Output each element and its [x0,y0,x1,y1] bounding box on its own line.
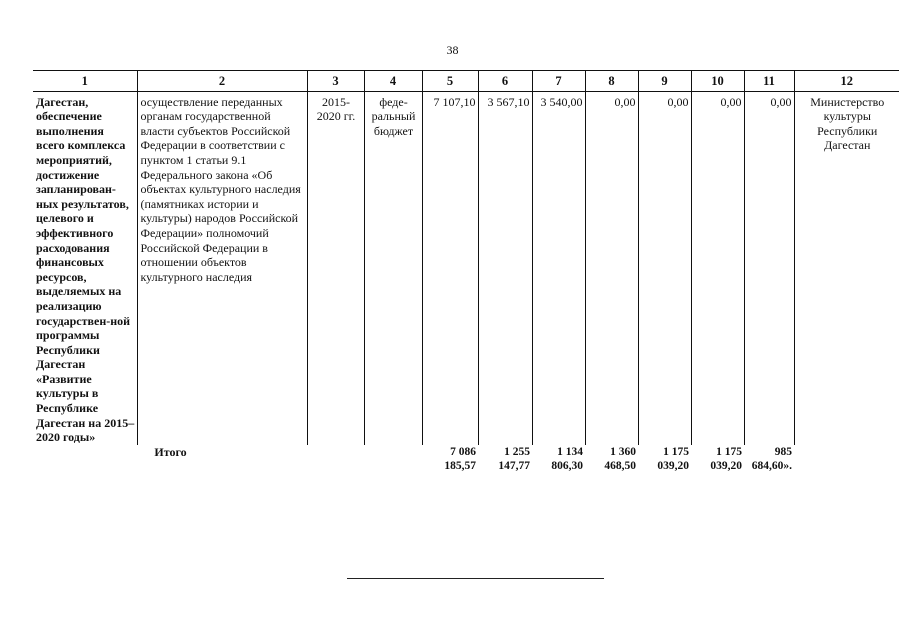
empty-cell [364,445,422,474]
period-cell: 2015-2020 гг. [307,91,364,445]
table-row [33,91,899,445]
header-row [33,71,899,92]
header-cell: 6 [478,71,532,92]
header-cell: 5 [422,71,478,92]
header-cell: 8 [585,71,638,92]
header-cell: 7 [532,71,585,92]
value-cell: 0,00 [691,91,744,445]
value-cell: 3 567,10 [478,91,532,445]
value-cell: 0,00 [638,91,691,445]
value-cell: 0,00 [585,91,638,445]
header-cell: 3 [307,71,364,92]
header-cell: 9 [638,71,691,92]
total-value-cell: 1 175 039,20 [657,445,689,473]
total-row [33,445,899,474]
header-cell: 2 [137,71,307,92]
total-value-cell: 7 086 185,57 [444,445,476,473]
header-cell: 4 [364,71,422,92]
header-cell: 11 [744,71,794,92]
funding-source-cell: феде-ральный бюджет [364,91,422,445]
executor-cell: Министерство культуры Республики Дагестан [794,91,899,445]
goal-cell: Дагестан, обеспечение выполнения всего комплекса мероприятий, достижение запланирован-ных результатов, целевого и эффективного расходования финансовых ресурсов, выделяемых на реализацию государствен-ной программы Республики Дагестан «Развитие культуры в Республике Дагестан на 2015–2020 годы» [33,91,137,445]
total-value-cell: 1 360 468,50 [604,445,636,473]
total-value-cell: 985 684,60». [751,445,792,473]
value-cell: 7 107,10 [422,91,478,445]
value-cell: 3 540,00 [532,91,585,445]
measure-name-cell: осуществление переданных органам государственной власти субъектов Российской Федерации в соответствии с пунктом 1 статьи 9.1 Федерального закона «Об объектах культурного наследия (памятниках истории и культуры) народов Российской Федерации» полномочий Российской Федерации в отношении объектов культурного наследия [137,91,307,445]
empty-cell [794,445,899,474]
total-value-cell: 1 255 147,77 [498,445,530,473]
header-cell: 1 [33,71,137,92]
page-number: 38 [446,43,459,57]
total-value-cell: 1 134 806,30 [551,445,583,473]
program-table [33,70,899,474]
value-cell: 0,00 [744,91,794,445]
total-label: Итого [154,444,187,459]
closing-rule [347,578,604,579]
header-cell: 10 [691,71,744,92]
total-value-cell: 1 175 039,20 [710,445,742,473]
empty-cell [307,445,364,474]
header-cell: 12 [794,71,899,92]
